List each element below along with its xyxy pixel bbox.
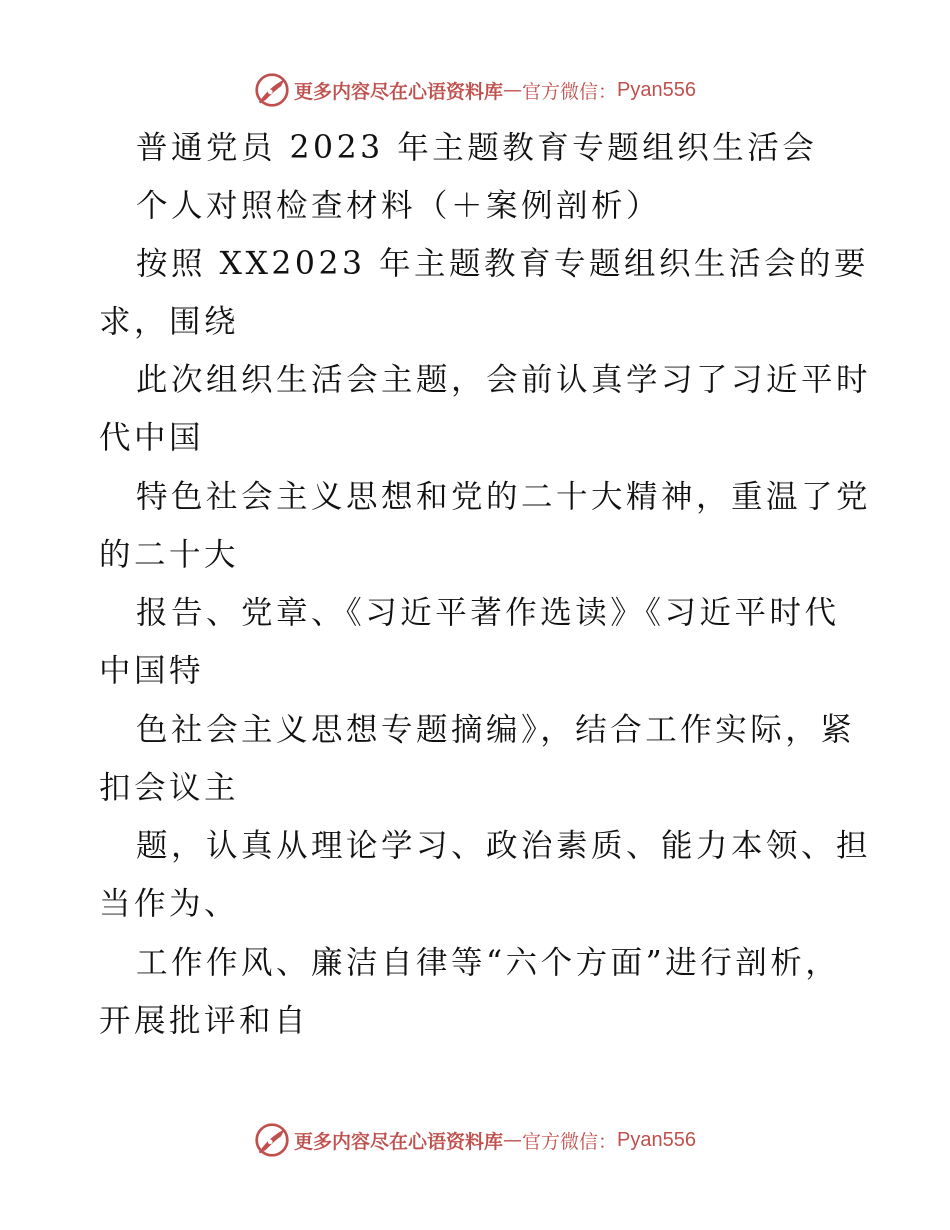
doc-line: 的二十大 bbox=[99, 537, 240, 573]
header-wechat-id: Pyan556 bbox=[617, 78, 696, 101]
doc-line: 当作为、 bbox=[99, 886, 240, 922]
header-site-text: 更多内容尽在心语资料库 bbox=[294, 80, 504, 103]
doc-line: 色社会主义思想专题摘编》，结合工作实际，紧 bbox=[136, 712, 856, 748]
doc-line: 按照 XX2023 年主题教育专题组织生活会的要 bbox=[136, 246, 870, 282]
header-banner bbox=[0, 68, 950, 112]
doc-line: 此次组织生活会主题，会前认真学习了习近平时 bbox=[136, 362, 872, 398]
footer-site-text: 更多内容尽在心语资料库 bbox=[294, 1130, 504, 1153]
footer-dash: — bbox=[503, 1129, 523, 1151]
doc-line: 题，认真从理论学习、政治素质、能力本领、担 bbox=[136, 828, 872, 864]
doc-line: 报告、党章、《习近平著作选读》《习近平时代 bbox=[136, 595, 840, 631]
footer-wechat-label: 官方微信： bbox=[522, 1130, 618, 1153]
doc-title-line-2: 个人对照检查材料（＋案例剖析） bbox=[136, 188, 662, 224]
header-wechat-label: 官方微信： bbox=[522, 80, 618, 103]
doc-title-line-1: 普通党员 2023 年主题教育专题组织生活会 bbox=[136, 130, 818, 166]
doc-line: 扣会议主 bbox=[99, 770, 240, 806]
doc-line: 中国特 bbox=[99, 653, 205, 689]
footer-banner bbox=[0, 1118, 950, 1162]
pen-logo-icon bbox=[254, 72, 290, 108]
pen-logo-icon bbox=[254, 1122, 290, 1158]
doc-line: 特色社会主义思想和党的二十大精神，重温了党 bbox=[136, 479, 872, 515]
doc-line: 代中国 bbox=[99, 420, 205, 456]
footer-wechat-id: Pyan556 bbox=[617, 1128, 696, 1151]
doc-line: 工作作风、廉洁自律等“六个方面”进行剖析， bbox=[136, 945, 841, 981]
header-dash: — bbox=[503, 79, 523, 101]
doc-line: 求，围绕 bbox=[99, 304, 240, 340]
doc-line: 开展批评和自 bbox=[99, 1003, 310, 1039]
